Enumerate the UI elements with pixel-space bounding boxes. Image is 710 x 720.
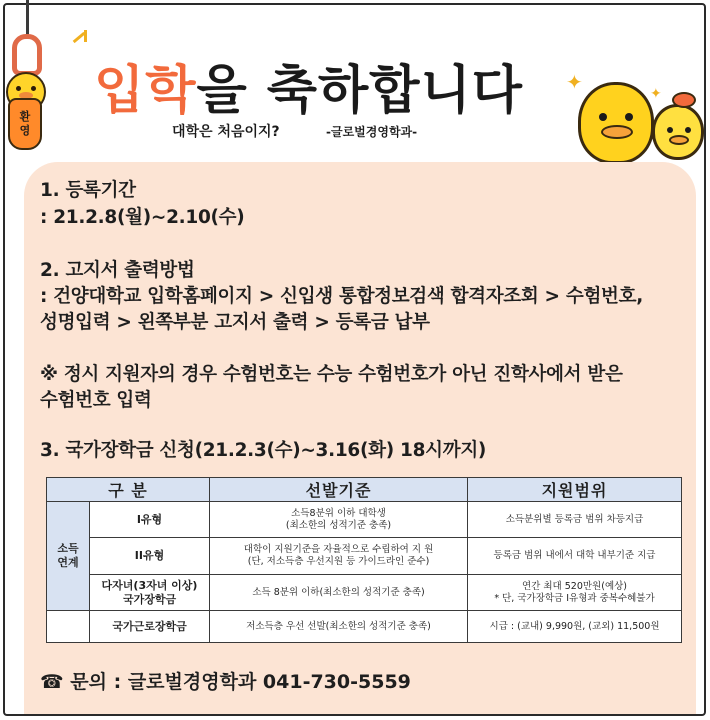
section1-detail: : 21.2.8(월)~2.10(수) bbox=[40, 207, 245, 228]
header-range: 지원범위 bbox=[468, 478, 682, 502]
section1-heading: 1. 등록기간 bbox=[40, 180, 136, 201]
header-category: 구 분 bbox=[47, 478, 210, 502]
criteria-cell: 소득8분위 이하 대학생 (최소한의 성적기준 충족) bbox=[210, 502, 468, 538]
group-empty-cell bbox=[47, 611, 90, 643]
range-cell: 등록금 범위 내에서 대학 내부기준 지급 bbox=[468, 538, 682, 575]
title-rest: 을 축하합니다 bbox=[196, 61, 523, 121]
star-icon: ✦ bbox=[566, 70, 583, 94]
group-label bbox=[47, 502, 90, 611]
type-cell: 국가근로장학금 bbox=[90, 611, 210, 643]
page-title bbox=[94, 48, 523, 123]
section2-line2: 성명입력 > 왼쪽부분 고지서 출력 > 등록금 납부 bbox=[40, 312, 430, 333]
badge-clip bbox=[12, 34, 42, 76]
section3-heading: 3. 국가장학금 신청(21.2.3(수)~3.16(화) 18시까지) bbox=[40, 440, 487, 461]
big-duck-icon bbox=[578, 82, 654, 164]
type-cell: I유형 bbox=[90, 502, 210, 538]
note-line1: ※ 정시 지원자의 경우 수험번호는 수능 수험번호가 아닌 진학사에서 받은 bbox=[40, 364, 623, 385]
type-note: (3자녀 이상) bbox=[133, 578, 198, 592]
sparkle-icon bbox=[84, 30, 87, 42]
type-cell bbox=[90, 575, 210, 611]
range-cell: 연간 최대 520만원(예상) * 단, 국가장학금 I유형과 중복수혜불가 bbox=[468, 575, 682, 611]
title-highlight: 입학 bbox=[94, 61, 197, 121]
table-header-row bbox=[47, 478, 682, 502]
note-line2: 수험번호 입력 bbox=[40, 390, 152, 411]
star-icon: ✦ bbox=[650, 86, 662, 102]
scholarship-table bbox=[46, 477, 682, 643]
section2-line1: : 건양대학교 입학홈페이지 > 신입생 통합정보검색 합격자조회 > 수험번호, bbox=[40, 286, 643, 307]
badge-string bbox=[26, 0, 29, 36]
table-row bbox=[47, 575, 682, 611]
type-name: 다자녀 bbox=[101, 578, 134, 592]
table-row bbox=[47, 502, 682, 538]
badge-char: 환 bbox=[19, 110, 31, 123]
criteria-cell: 소득 8분위 이하(최소한의 성적기준 충족) bbox=[210, 575, 468, 611]
badge-char: 영 bbox=[19, 124, 31, 137]
badge-duck-eye bbox=[31, 86, 36, 91]
bow-icon bbox=[672, 92, 696, 108]
subtitle-question: 대학은 처음이지? bbox=[172, 124, 280, 140]
type-name-line2: 국가장학금 bbox=[122, 592, 177, 606]
criteria-cell: 대학이 지원기준을 자율적으로 수립하여 지 원 (단, 저소득층 우선지원 등 가이드라인 준수) bbox=[210, 538, 468, 575]
group-label-text: 소득 연계 bbox=[57, 542, 79, 569]
subtitle-department: -글로벌경영학과- bbox=[326, 125, 418, 139]
contact-info: ☎ 문의 : 글로벌경영학과 041-730-5559 bbox=[40, 671, 411, 693]
header-criteria: 선발기준 bbox=[210, 478, 468, 502]
range-cell: 시급 : (교내) 9,990원, (교외) 11,500원 bbox=[468, 611, 682, 643]
small-duck-icon bbox=[652, 104, 704, 160]
range-cell: 소득분위별 등록금 범위 차등지급 bbox=[468, 502, 682, 538]
type-cell: II유형 bbox=[90, 538, 210, 575]
badge-duck-eye bbox=[16, 86, 21, 91]
table-row bbox=[47, 538, 682, 575]
welcome-badge bbox=[8, 98, 42, 150]
section2-heading: 2. 고지서 출력방법 bbox=[40, 260, 195, 281]
criteria-cell: 저소득층 우선 선발(최소한의 성적기준 충족) bbox=[210, 611, 468, 643]
table-row bbox=[47, 611, 682, 643]
